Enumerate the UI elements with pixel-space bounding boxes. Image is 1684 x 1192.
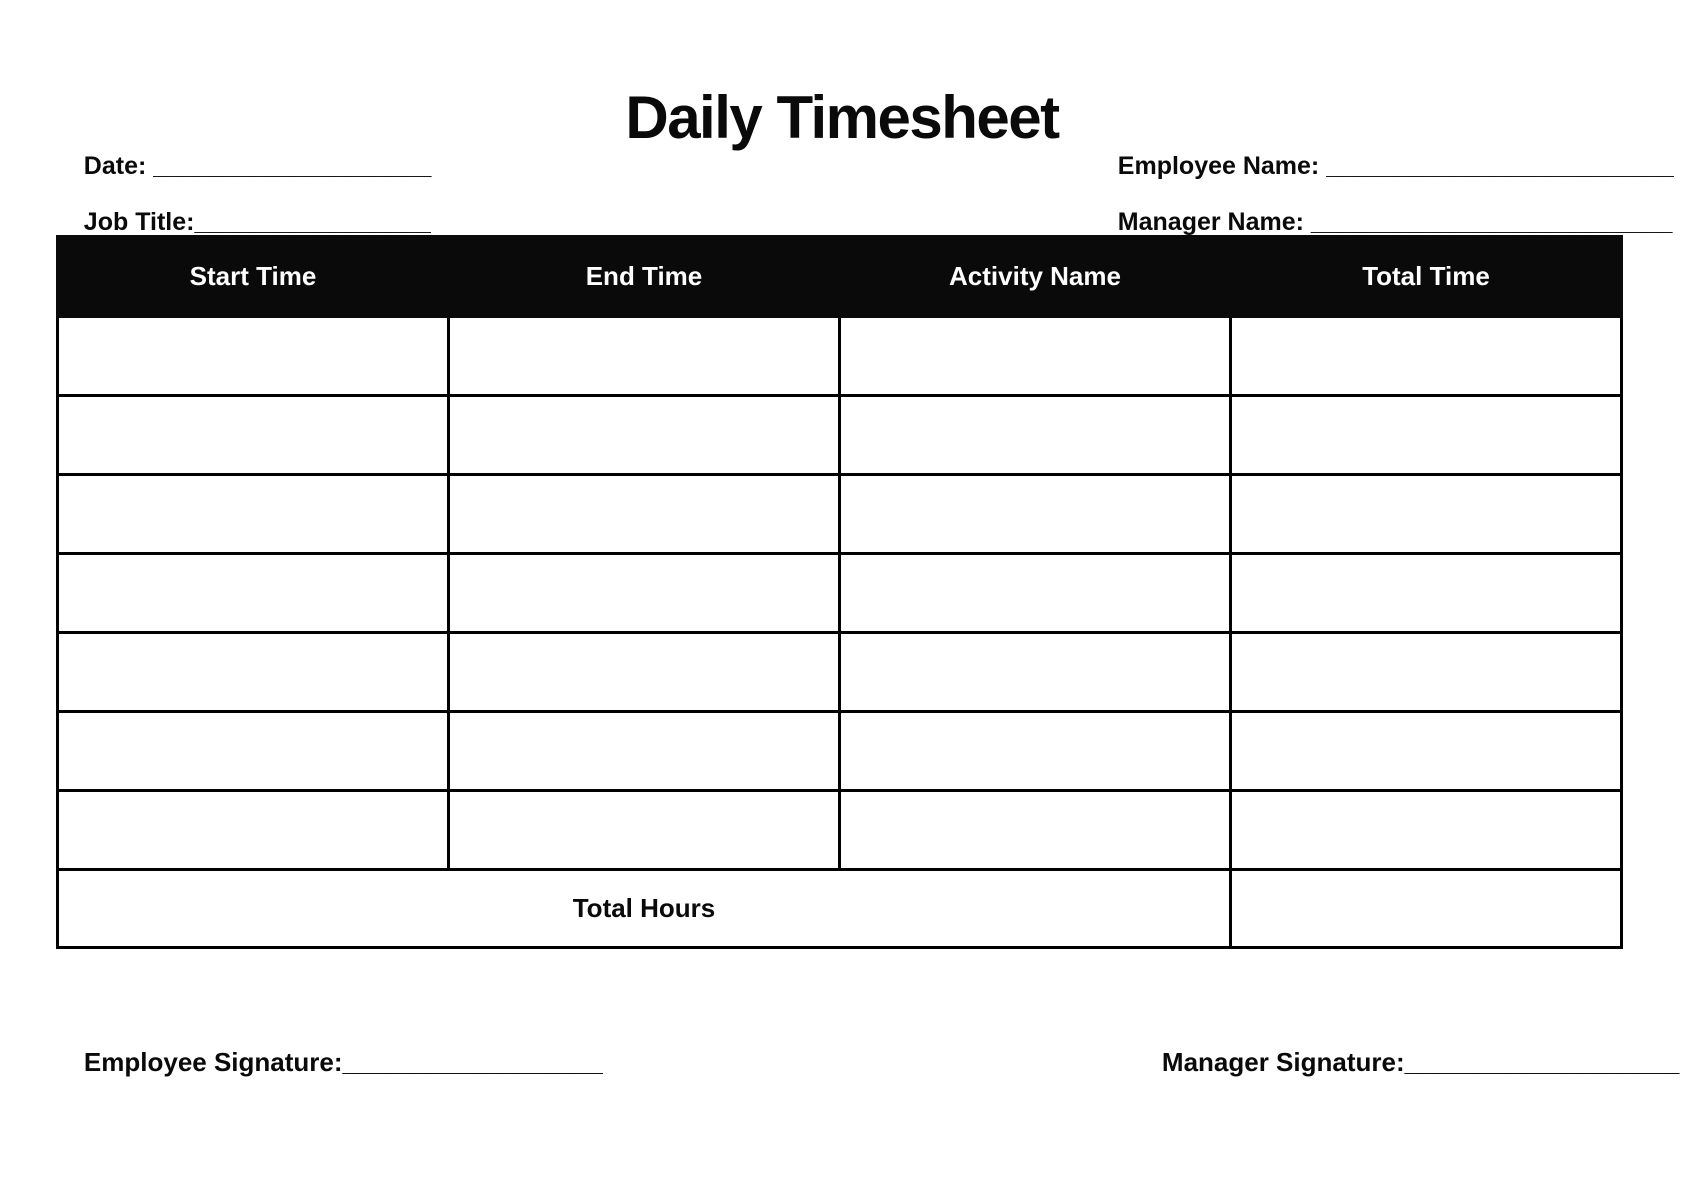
total-time-cell[interactable]: [1231, 317, 1622, 396]
activity-name-cell[interactable]: [840, 475, 1231, 554]
total-hours-value-cell[interactable]: [1231, 870, 1622, 948]
table-row: [58, 475, 1622, 554]
date-blank-line[interactable]: ____________________: [153, 152, 432, 180]
start-time-cell[interactable]: [58, 317, 449, 396]
employee-signature-field: [55, 1016, 603, 1110]
activity-name-cell[interactable]: [840, 791, 1231, 870]
table-row: [58, 712, 1622, 791]
end-time-cell[interactable]: [449, 396, 840, 475]
total-time-cell[interactable]: [1231, 396, 1622, 475]
end-time-cell[interactable]: [449, 554, 840, 633]
table-row: [58, 317, 1622, 396]
activity-name-cell[interactable]: [840, 554, 1231, 633]
activity-name-cell[interactable]: [840, 712, 1231, 791]
col-header-end-time: End Time: [449, 237, 840, 317]
end-time-cell[interactable]: [449, 317, 840, 396]
activity-name-cell[interactable]: [840, 633, 1231, 712]
total-hours-row: [58, 870, 1622, 948]
job-title-blank-line[interactable]: _________________: [194, 208, 431, 236]
activity-name-cell[interactable]: [840, 396, 1231, 475]
col-header-activity-name: Activity Name: [840, 237, 1231, 317]
end-time-cell[interactable]: [449, 633, 840, 712]
total-time-cell[interactable]: [1231, 475, 1622, 554]
start-time-cell[interactable]: [58, 475, 449, 554]
total-time-cell[interactable]: [1231, 554, 1622, 633]
employee-name-label: Employee Name:: [1117, 152, 1327, 180]
employee-signature-blank-line[interactable]: __________________: [342, 1047, 603, 1078]
table-row: [58, 791, 1622, 870]
manager-signature-field: [1133, 1016, 1679, 1110]
timesheet-table: [56, 235, 1623, 949]
end-time-cell[interactable]: [449, 712, 840, 791]
job-title-label: Job Title:: [83, 208, 195, 236]
page-title: Daily Timesheet: [625, 84, 1059, 152]
total-time-cell[interactable]: [1231, 712, 1622, 791]
manager-name-blank-line[interactable]: __________________________: [1310, 208, 1673, 236]
manager-signature-label: Manager Signature:: [1161, 1047, 1405, 1078]
start-time-cell[interactable]: [58, 633, 449, 712]
manager-name-label: Manager Name:: [1117, 208, 1311, 236]
date-label: Date:: [83, 152, 154, 180]
total-time-cell[interactable]: [1231, 633, 1622, 712]
start-time-cell[interactable]: [58, 396, 449, 475]
start-time-cell[interactable]: [58, 712, 449, 791]
activity-name-cell[interactable]: [840, 317, 1231, 396]
employee-signature-label: Employee Signature:: [83, 1047, 343, 1078]
table-row: [58, 396, 1622, 475]
manager-signature-blank-line[interactable]: ___________________: [1404, 1047, 1680, 1078]
total-time-cell[interactable]: [1231, 791, 1622, 870]
col-header-start-time: Start Time: [58, 237, 449, 317]
employee-name-blank-line[interactable]: _________________________: [1326, 152, 1674, 180]
table-row: [58, 554, 1622, 633]
total-hours-label: Total Hours: [58, 870, 1231, 948]
end-time-cell[interactable]: [449, 791, 840, 870]
col-header-total-time: Total Time: [1231, 237, 1622, 317]
start-time-cell[interactable]: [58, 554, 449, 633]
end-time-cell[interactable]: [449, 475, 840, 554]
table-row: [58, 633, 1622, 712]
start-time-cell[interactable]: [58, 791, 449, 870]
table-header-row: [58, 237, 1622, 317]
